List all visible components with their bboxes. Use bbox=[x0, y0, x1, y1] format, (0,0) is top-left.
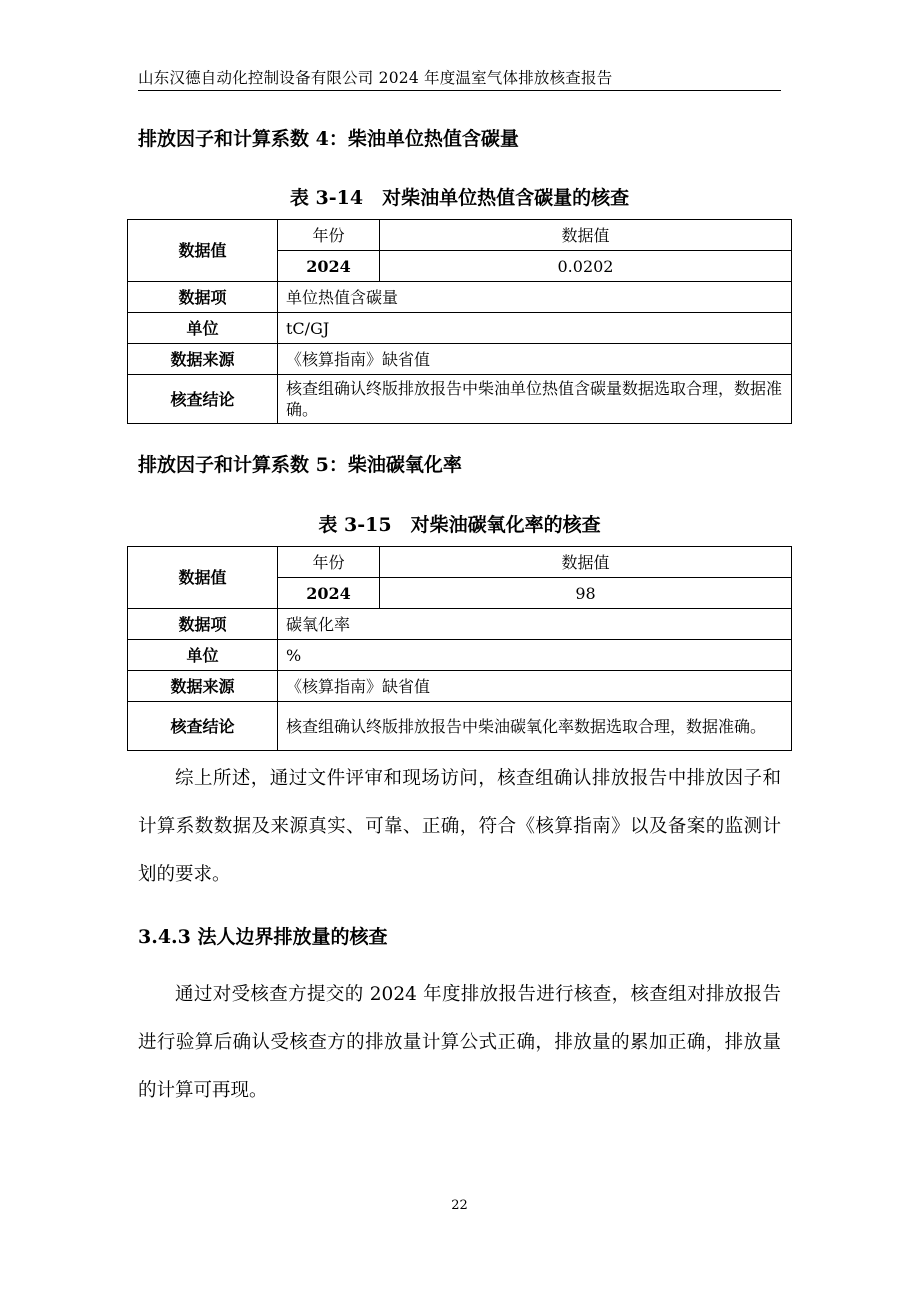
item-value: 碳氧化率 bbox=[278, 609, 792, 640]
summary-paragraph: 综上所述，通过文件评审和现场访问，核查组确认排放报告中排放因子和计算系数数据及来源真实、可靠、正确，符合《核算指南》以及备案的监测计划的要求。 bbox=[138, 768, 781, 885]
year-cell: 2024 bbox=[278, 251, 380, 282]
source-value: 《核算指南》缺省值 bbox=[278, 671, 792, 702]
unit-label: 单位 bbox=[128, 640, 278, 671]
conclusion-value: 核查组确认终版排放报告中柴油碳氧化率数据选取合理，数据准确。 bbox=[278, 702, 792, 751]
table-caption-3-14: 表 3-14 对柴油单位热值含碳量的核查 bbox=[289, 187, 630, 209]
header-divider bbox=[138, 90, 781, 91]
source-value: 《核算指南》缺省值 bbox=[278, 344, 792, 375]
conclusion-value: 核查组确认终版排放报告中柴油单位热值含碳量数据选取合理，数据准确。 bbox=[278, 375, 792, 424]
conclusion-label: 核查结论 bbox=[128, 375, 278, 424]
value-cell: 0.0202 bbox=[380, 251, 792, 282]
unit-value: % bbox=[278, 640, 792, 671]
table-caption-3-15: 表 3-15 对柴油碳氧化率的核查 bbox=[318, 514, 601, 536]
source-label: 数据来源 bbox=[128, 671, 278, 702]
data-value-label: 数据值 bbox=[128, 220, 278, 282]
unit-value: tC/GJ bbox=[278, 313, 792, 344]
value-header: 数据值 bbox=[380, 547, 792, 578]
unit-label: 单位 bbox=[128, 313, 278, 344]
running-header: 山东汉德自动化控制设备有限公司 2024 年度温室气体排放核查报告 bbox=[138, 69, 613, 87]
item-value: 单位热值含碳量 bbox=[278, 282, 792, 313]
data-value-label: 数据值 bbox=[128, 547, 278, 609]
item-label: 数据项 bbox=[128, 282, 278, 313]
year-header: 年份 bbox=[278, 547, 380, 578]
table-3-15 bbox=[127, 546, 792, 751]
page-number: 22 bbox=[451, 1198, 468, 1213]
year-cell: 2024 bbox=[278, 578, 380, 609]
table-3-14 bbox=[127, 219, 792, 424]
section-heading-factor-5: 排放因子和计算系数 5：柴油碳氧化率 bbox=[138, 454, 462, 476]
section-heading-factor-4: 排放因子和计算系数 4：柴油单位热值含碳量 bbox=[138, 128, 519, 150]
item-label: 数据项 bbox=[128, 609, 278, 640]
section-3-4-3-paragraph: 通过对受核查方提交的 2024 年度排放报告进行核查，核查组对排放报告进行验算后确认受核查方的排放量计算公式正确，排放量的累加正确，排放量的计算可再现。 bbox=[138, 984, 781, 1101]
value-cell: 98 bbox=[380, 578, 792, 609]
source-label: 数据来源 bbox=[128, 344, 278, 375]
section-heading-3-4-3: 3.4.3 法人边界排放量的核查 bbox=[138, 926, 388, 948]
conclusion-label: 核查结论 bbox=[128, 702, 278, 751]
value-header: 数据值 bbox=[380, 220, 792, 251]
year-header: 年份 bbox=[278, 220, 380, 251]
